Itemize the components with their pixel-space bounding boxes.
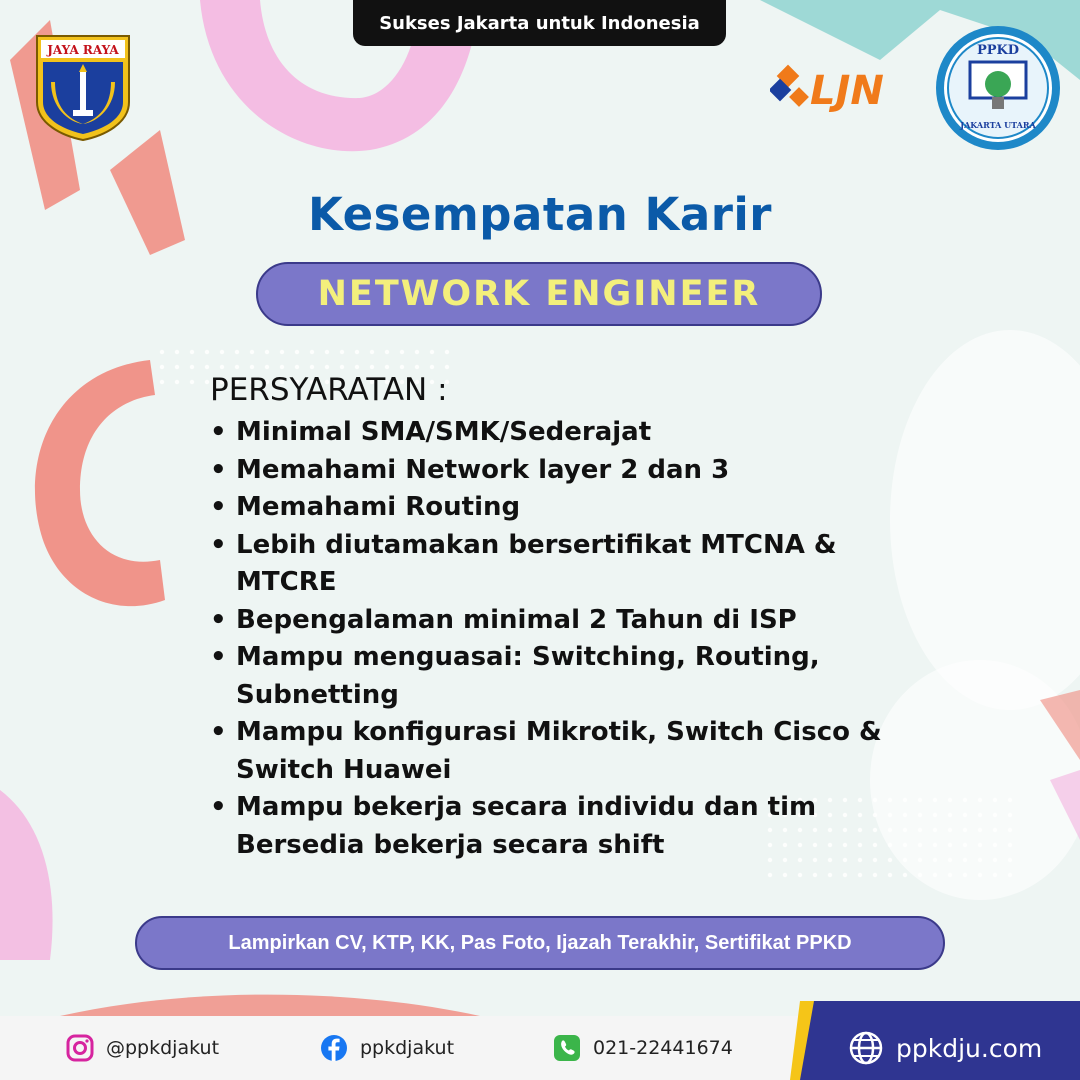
requirement-item: • Mampu bekerja secara individu dan tim [210, 789, 950, 827]
background-dot [265, 365, 269, 369]
requirement-item: • Memahami Routing [210, 489, 950, 527]
requirement-item: • Mampu konfigurasi Mikrotik, Switch Cisco & Switch Huawei [210, 714, 956, 789]
background-dot [190, 380, 194, 384]
background-dot [220, 365, 224, 369]
facebook-handle: ppkdjakut [360, 1037, 455, 1059]
jakarta-utara-text: JAKARTA UTARA [960, 120, 1036, 130]
requirement-item: • Minimal SMA/SMK/Sederajat [210, 414, 950, 452]
attachments-banner [135, 916, 945, 970]
background-dot [430, 350, 434, 354]
website-contact[interactable] [848, 1016, 1042, 1080]
requirements-list [210, 414, 950, 864]
background-dot [205, 365, 209, 369]
background-dot [430, 365, 434, 369]
phone-contact[interactable] [553, 1016, 733, 1080]
job-title: NETWORK ENGINEER [317, 274, 761, 314]
ljn-logo [770, 60, 910, 115]
background-dot [385, 350, 389, 354]
background-dot [888, 873, 892, 877]
requirement-item: • Memahami Network layer 2 dan 3 [210, 452, 950, 490]
facebook-contact[interactable] [320, 1016, 454, 1080]
background-dot [280, 350, 284, 354]
requirement-item: • Lebih diutamakan bersertifikat MTCNA & MTCRE [210, 527, 896, 602]
attachments-text: Lampirkan CV, KTP, KK, Pas Foto, Ijazah Terakhir, Sertifikat PPKD [228, 931, 852, 954]
background-dot [250, 350, 254, 354]
background-dot [400, 350, 404, 354]
instagram-contact[interactable] [66, 1016, 219, 1080]
background-dot [783, 873, 787, 877]
facebook-icon [320, 1034, 348, 1062]
background-dot [265, 350, 269, 354]
requirements-section [210, 372, 950, 864]
background-dot [385, 365, 389, 369]
background-dot [175, 350, 179, 354]
background-dot [340, 350, 344, 354]
background-dot [445, 365, 449, 369]
jakarta-emblem-logo [33, 32, 133, 142]
background-dot [828, 873, 832, 877]
requirement-item: • Mampu menguasai: Switching, Routing, Subnetting [210, 639, 876, 714]
job-title-banner [256, 262, 822, 326]
ppkd-text: PPKD [976, 43, 1020, 58]
background-dot [325, 350, 329, 354]
background-dot [160, 350, 164, 354]
background-dot [295, 365, 299, 369]
globe-icon [848, 1030, 884, 1066]
tagline-text: Sukses Jakarta untuk Indonesia [379, 12, 700, 34]
background-dot [340, 365, 344, 369]
ljn-text: LJN [810, 68, 884, 114]
background-dot [190, 350, 194, 354]
requirement-item: • Bepengalaman minimal 2 Tahun di ISP [210, 602, 950, 640]
background-dot [205, 380, 209, 384]
background-dot [370, 350, 374, 354]
phone-number: 021-22441674 [593, 1037, 733, 1059]
page-headline: Kesempatan Karir [308, 188, 772, 241]
background-dot [370, 365, 374, 369]
background-dot [175, 380, 179, 384]
instagram-handle: @ppkdjakut [106, 1037, 220, 1059]
background-dot [160, 380, 164, 384]
background-dot [325, 365, 329, 369]
background-dot [798, 873, 802, 877]
background-dot [813, 873, 817, 877]
background-dot [768, 873, 772, 877]
background-dot [235, 365, 239, 369]
background-dot [310, 350, 314, 354]
requirement-item: Bersedia bekerja secara shift [236, 829, 665, 860]
background-dot [843, 873, 847, 877]
background-dot [415, 365, 419, 369]
background-dot [873, 873, 877, 877]
background-dot [310, 365, 314, 369]
background-dot [205, 350, 209, 354]
background-dot [220, 350, 224, 354]
jaya-raya-text: JAYA RAYA [47, 43, 119, 57]
background-dot [400, 365, 404, 369]
background-dot [903, 873, 907, 877]
background-dot [445, 350, 449, 354]
background-dot [190, 365, 194, 369]
requirements-title: PERSYARATAN : [210, 372, 448, 408]
background-dot [295, 350, 299, 354]
background-dot [160, 365, 164, 369]
ppkd-jakarta-utara-logo [932, 22, 1064, 154]
background-dot [250, 365, 254, 369]
phone-icon [553, 1034, 581, 1062]
background-dot [280, 365, 284, 369]
background-dot [355, 365, 359, 369]
background-dot [858, 873, 862, 877]
background-dot [175, 365, 179, 369]
background-dot [415, 350, 419, 354]
background-dot [355, 350, 359, 354]
tagline-banner [353, 0, 726, 46]
background-dot [235, 350, 239, 354]
website-url: ppkdju.com [896, 1033, 1043, 1063]
instagram-icon [66, 1034, 94, 1062]
